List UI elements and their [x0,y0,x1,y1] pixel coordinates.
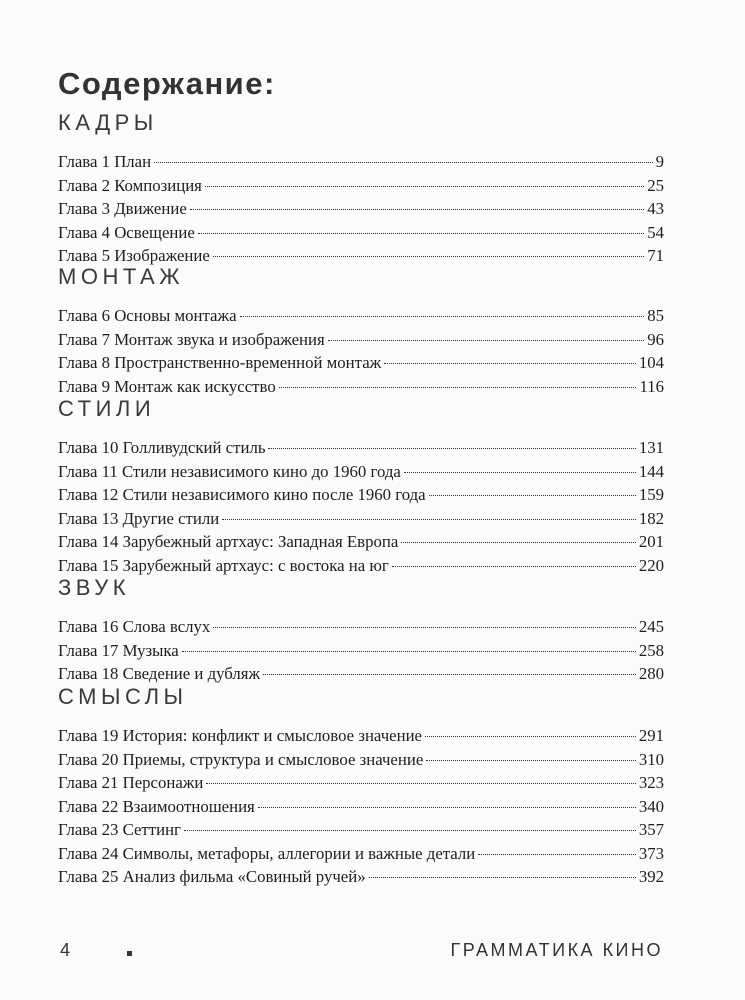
toc-page-number: 159 [638,485,664,504]
toc-entry [58,818,664,842]
dot-leader [222,519,636,520]
section-title: ЗВУК [58,575,131,600]
page-title: Содержание: [58,66,276,101]
toc-entry [58,724,664,748]
section-title: СТИЛИ [58,396,156,421]
toc-page-number: 54 [647,222,664,242]
toc-page-number: 340 [638,796,664,816]
section-title: СМЫСЛЫ [58,684,188,709]
toc-chapter-title: Глава 13 Другие стили [58,508,220,528]
dot-leader [206,783,635,784]
toc-chapter-title: Глава 1 План [58,152,152,171]
footer-book-title: ГРАММАТИКА КИНО [450,940,663,960]
toc-page-number: 25 [647,175,664,195]
toc-page-number: 201 [638,532,664,551]
toc-page-number: 43 [647,199,664,218]
dot-leader [258,807,636,808]
toc-entry [58,795,664,819]
toc-page-number: 392 [638,867,664,886]
toc-chapter-title: Глава 4 Освещение [58,222,195,242]
toc-entry [58,304,664,328]
toc-entry [58,639,664,663]
dot-leader [279,387,637,388]
toc-entry [58,150,664,174]
toc-entry [58,865,664,889]
section-title: КАДРЫ [58,110,158,135]
toc-section-smysly [58,682,664,889]
toc-entry [58,351,664,375]
toc-page-number: 104 [638,353,664,372]
toc-entry [58,221,664,245]
toc-page-number: 182 [638,508,664,528]
toc-entry [58,436,664,460]
toc-chapter-title: Глава 22 Взаимоотношения [58,796,255,816]
toc-chapter-title: Глава 23 Сеттинг [58,820,181,839]
toc-chapter-title: Глава 9 Монтаж как искусство [58,376,276,396]
footer-bullet-icon [127,951,132,956]
dot-leader [182,651,636,652]
dot-leader [198,233,644,234]
toc-chapter-title: Глава 2 Композиция [58,175,202,195]
toc-chapter-title: Глава 18 Сведение и дубляж [58,664,261,683]
toc-entry [58,507,664,531]
toc-entry [58,174,664,198]
dot-leader [429,495,636,496]
toc-entry [58,615,664,639]
dot-leader [426,760,636,761]
dot-leader [401,542,636,543]
toc-chapter-title: Глава 5 Изображение [58,246,210,265]
toc-chapter-title: Глава 25 Анализ фильма «Совиный ручей» [58,867,366,886]
dot-leader [213,256,644,257]
toc-entry [58,197,664,221]
toc-entry [58,460,664,484]
toc-page-number: 323 [638,773,664,792]
toc-entry [58,530,664,554]
toc-page-number: 220 [638,555,664,575]
toc-chapter-title: Глава 14 Зарубежный артхаус: Западная Европа [58,532,399,551]
toc-chapter-title: Глава 15 Зарубежный артхаус: с востока на юг [58,555,389,575]
dot-leader [154,162,652,163]
toc-chapter-title: Глава 17 Музыка [58,640,179,660]
toc-page-number: 245 [638,617,664,636]
dot-leader [184,830,636,831]
toc-chapter-title: Глава 8 Пространственно-временной монтаж [58,353,382,372]
toc-page-number: 144 [638,461,664,481]
toc-entry [58,771,664,795]
toc-chapter-title: Глава 11 Стили независимого кино до 1960 года [58,461,401,481]
toc-chapter-title: Глава 19 История: конфликт и смысловое значение [58,726,423,745]
dot-leader [240,316,645,317]
dot-leader [369,877,636,878]
toc-page-number: 9 [655,152,664,171]
toc-page-number: 280 [638,664,664,683]
toc-chapter-title: Глава 10 Голливудский стиль [58,438,266,457]
toc-page-number: 310 [638,749,664,769]
toc-page-number: 116 [639,376,664,396]
dot-leader [205,186,644,187]
dot-leader [404,472,636,473]
toc-page-number: 258 [638,640,664,660]
toc-chapter-title: Глава 21 Персонажи [58,773,204,792]
toc-page-number: 131 [638,438,664,457]
dot-leader [328,340,645,341]
dot-leader [190,209,644,210]
toc-entry [58,483,664,507]
dot-leader [478,854,636,855]
toc-chapter-title: Глава 3 Движение [58,199,187,218]
toc-section-montazh [58,262,664,398]
dot-leader [268,448,635,449]
toc-page-number: 71 [647,246,664,265]
toc-entry [58,842,664,866]
toc-section-zvuk [58,573,664,686]
toc-section-kadry [58,108,664,268]
dot-leader [392,566,636,567]
toc-chapter-title: Глава 24 Символы, метафоры, аллегории и важные детали [58,843,476,863]
toc-chapter-title: Глава 12 Стили независимого кино после 1960 года [58,485,426,504]
dot-leader [384,363,636,364]
toc-page-number: 373 [638,843,664,863]
dot-leader [425,736,636,737]
toc-page-number: 96 [647,329,664,349]
toc-page-number: 357 [638,820,664,839]
toc-section-stili [58,394,664,577]
footer-page-number: 4 [60,940,71,960]
toc-chapter-title: Глава 7 Монтаж звука и изображения [58,329,325,349]
toc-chapter-title: Глава 6 Основы монтажа [58,306,237,325]
dot-leader [213,627,636,628]
section-title: МОНТАЖ [58,264,185,289]
toc-chapter-title: Глава 16 Слова вслух [58,617,211,636]
toc-page-number: 85 [647,306,664,325]
dot-leader [263,674,636,675]
toc-entry [58,748,664,772]
toc-entry [58,328,664,352]
toc-page-number: 291 [638,726,664,745]
toc-chapter-title: Глава 20 Приемы, структура и смысловое значение [58,749,424,769]
